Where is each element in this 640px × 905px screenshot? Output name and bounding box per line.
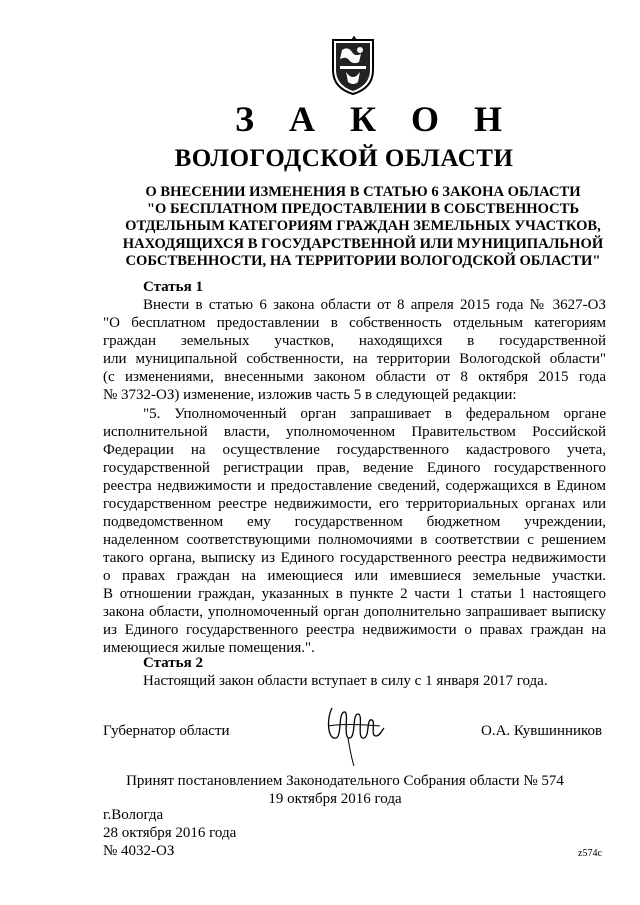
heading-line: НАХОДЯЩИХСЯ В ГОСУДАРСТВЕННОЙ ИЛИ МУНИЦИПАЛЬНОЙ [122,235,604,252]
article-1-title: Статья 1 [143,279,203,295]
place: г.Вологда [103,807,164,823]
text-line: "О бесплатном предоставлении в собственность отдельным категориям [103,315,606,331]
law-heading [118,184,608,270]
article-1-amendment-text [103,405,606,657]
text-line: такого органа, выписку из Единого государственного реестра недвижимости [103,550,606,566]
text-line: В отношении граждан, указанных в пункте 2 части 1 статьи 1 настоящего [103,586,606,602]
heading-line: ОТДЕЛЬНЫМ КАТЕГОРИЯМ ГРАЖДАН ЗЕМЕЛЬНЫХ УЧАСТКОВ, [125,218,601,235]
text-line: о правах граждан на имеющиеся или имевшиеся земельные участки. [103,568,606,584]
text-line: из Единого государственного реестра недвижимости о правах граждан на [103,622,606,638]
coat-of-arms-icon [330,36,376,96]
text-line: имеющиеся жилые помещения.". [103,640,315,656]
article-1-text [103,296,606,404]
text-line: государственной регистрации прав, ведение Единого государственного [103,460,606,476]
text-line: исполнительной власти, уполномоченном Правительством Российской [103,424,606,440]
adoption-resolution: Принят постановлением Законодательного Собрания области № 574 [126,773,564,789]
text-line: подведомственном ему государственном бюджетном учреждении, [103,514,606,530]
text-line: закона области, уполномоченный орган дополнительно запрашивает выписку [103,604,606,620]
law-title: З А К О Н [234,99,516,139]
signatory-position: Губернатор области [103,723,230,739]
document-code: z574c [578,848,602,859]
text-line: (с изменениями, внесенными законом области от 8 октября 2015 года [103,369,606,385]
text-line: Федерации на осуществление государственного кадастрового учета, [103,442,606,458]
text-line: Внести в статью 6 закона области от 8 апреля 2015 года № 3627-ОЗ [143,297,606,313]
region-title: ВОЛОГОДСКОЙ ОБЛАСТИ [174,145,514,172]
article-2-text: Настоящий закон области вступает в силу с 1 января 2017 года. [143,673,548,689]
heading-line: "О БЕСПЛАТНОМ ПРЕДОСТАВЛЕНИИ В СОБСТВЕННОСТЬ [146,201,580,218]
article-2-title: Статья 2 [143,655,203,671]
text-line: граждан земельных участков, находящихся в государственной [103,333,606,349]
text-line: или муниципальной собственности, на территории Вологодской области" [103,351,606,367]
text-line: наделенном соответствующими полномочиями в соответствии с решением [103,532,606,548]
signatory-name: О.А. Кувшинников [481,723,603,739]
signing-date: 28 октября 2016 года [103,825,237,841]
heading-line: СОБСТВЕННОСТИ, НА ТЕРРИТОРИИ ВОЛОГОДСКОЙ ОБЛАСТИ" [125,252,601,269]
adoption-date: 19 октября 2016 года [268,791,402,807]
law-number: № 4032-ОЗ [103,843,175,859]
text-line: государственном реестре недвижимости, его территориальных органах или [103,496,606,512]
heading-line: О ВНЕСЕНИИ ИЗМЕНЕНИЯ В СТАТЬЮ 6 ЗАКОНА ОБЛАСТИ [145,184,581,200]
text-line: № 3732-ОЗ) изменение, изложив часть 5 в следующей редакции: [103,387,517,403]
handwritten-signature-icon [318,700,388,770]
text-line: реестра недвижимости и предоставление сведений, содержащихся в Едином [103,478,606,494]
text-line: "5. Уполномоченный орган запрашивает в федеральном органе [143,406,606,422]
